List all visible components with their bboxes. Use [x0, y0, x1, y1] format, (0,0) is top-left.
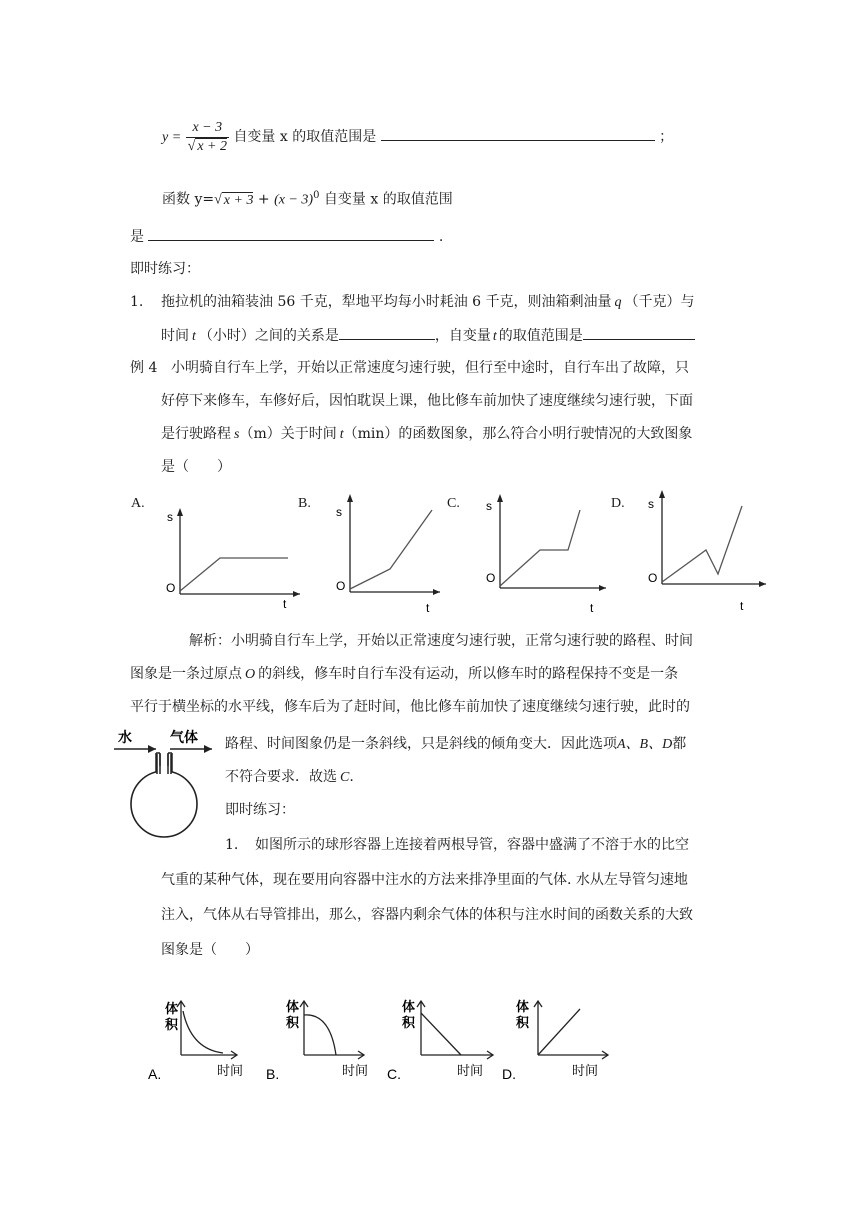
decay-curve — [183, 1011, 223, 1053]
formula-2-prefix: 函数 y= — [162, 191, 215, 208]
svg-text:体: 体 — [402, 999, 416, 1014]
volume-option-b[interactable] — [264, 995, 384, 1080]
q1-line1: 1. 拖拉机的油箱装油 56 千克，犁地平均每小时耗油 6 千克，则油箱剩油量 q （千克）与 — [130, 294, 695, 310]
q1-line2: 时间 t （小时）之间的关系是 ，自变量 t 的取值范围是 — [161, 325, 695, 347]
gas-label: 气体 — [170, 729, 198, 745]
svg-text:积: 积 — [165, 1017, 179, 1032]
volume-option-c[interactable] — [385, 995, 510, 1080]
graph-line — [350, 510, 432, 589]
formula-2-text: 自变量 x 的取值范围 — [323, 191, 453, 208]
formula-1-numerator: x − 3 — [186, 119, 229, 138]
q2-line4: 图象是（ ） — [161, 942, 259, 958]
svg-text:积: 积 — [516, 1015, 530, 1030]
y-axis-label: s — [648, 497, 654, 511]
option-a-label: A. — [148, 1066, 162, 1080]
formula-1-fraction: $\frac{x - 3}{√ x + 2}$ — [187, 119, 227, 154]
answer-blank-1[interactable] — [381, 126, 655, 141]
sphere — [131, 771, 197, 837]
svg-text:时间: 时间 — [572, 1063, 599, 1078]
practice-title-2: 即时练习： — [225, 802, 295, 818]
answer-blank-2[interactable] — [148, 226, 434, 241]
analysis-line4: 路程、时间图象仍是一条斜线，只是斜线的倾角变大．因此选项A、B、D都 — [225, 736, 687, 752]
formula-2-exponent: 0 — [313, 190, 320, 201]
x-axis-label: t — [426, 601, 430, 615]
increasing-line — [538, 1009, 580, 1055]
q2-line2: 气重的某种气体，现在要用向容器中注水的方法来排净里面的气体. 水从左导管匀速地 — [161, 872, 688, 888]
analysis-line2: 图象是一条过原点 O 的斜线，修车时自行车没有运动，所以修车时的路程保持不变是一条 — [130, 666, 679, 682]
svg-text:体: 体 — [165, 1001, 179, 1016]
svg-text:积: 积 — [286, 1015, 300, 1030]
svg-text:时间: 时间 — [217, 1063, 244, 1078]
x-axis-label: t — [740, 599, 744, 613]
option-b-graph[interactable] — [322, 488, 452, 618]
y-axis-label: s — [486, 499, 492, 513]
spherical-container-figure — [112, 728, 216, 840]
x-axis-label: t — [283, 597, 287, 611]
analysis-line3: 平行于横坐标的水平线，修车后为了赶时间，他比修车前加快了速度继续匀速行驶，此时的 — [130, 699, 690, 715]
origin-label: O — [336, 579, 346, 593]
formula-1-lhs: y = — [162, 130, 182, 145]
example4-label: 例 4 — [130, 360, 158, 376]
formula-2-paren: (x − 3) — [274, 192, 314, 208]
origin-label: O — [166, 581, 176, 595]
graph-line — [180, 558, 288, 591]
formula-1-text: 自变量 x 的取值范围是 — [233, 129, 377, 145]
formula-1-end: ； — [659, 129, 674, 145]
formula-2-line2-start: 是 — [130, 229, 144, 245]
option-b-label[interactable]: B. — [298, 496, 311, 511]
option-c-label[interactable]: C. — [447, 496, 460, 511]
x-arrow-icon — [293, 591, 300, 597]
x-arrow-icon — [599, 585, 606, 591]
answer-blank-3[interactable] — [339, 325, 435, 340]
svg-text:体: 体 — [286, 999, 300, 1014]
option-b-label: B. — [266, 1066, 280, 1080]
svg-text:时间: 时间 — [457, 1063, 484, 1078]
origin-label: O — [486, 571, 496, 585]
example4-line1: 例 4 小明骑自行车上学，开始以正常速度匀速行驶，但行至中途时，自行车出了故障，只 — [130, 360, 689, 376]
y-arrow-icon — [347, 494, 353, 502]
y-arrow-icon — [177, 508, 183, 516]
formula-2-plus: + — [257, 191, 270, 208]
y-axis-label: s — [336, 505, 342, 519]
example4-line4: 是（ ） — [161, 459, 231, 475]
option-d-label[interactable]: D. — [611, 496, 625, 511]
analysis-line1: 解析：小明骑自行车上学，开始以正常速度匀速行驶，正常匀速行驶的路程、时间 — [189, 633, 693, 649]
inflow-arrow-icon — [148, 745, 156, 753]
outflow-arrow-icon — [204, 745, 212, 753]
formula-1 — [162, 115, 673, 160]
graph-line — [662, 506, 742, 582]
y-arrow-icon — [497, 494, 503, 502]
formula-1-denominator: x + 2 — [197, 138, 227, 154]
example4-line2: 好停下来修车，车修好后，因怕耽误上课，他比修车前加快了速度继续匀速行驶，下面 — [161, 393, 693, 409]
svg-text:积: 积 — [402, 1015, 416, 1030]
q2-number: 1. — [225, 837, 239, 853]
formula-2-line2 — [130, 226, 443, 247]
svg-text:体: 体 — [516, 999, 530, 1014]
volume-option-a[interactable] — [145, 995, 260, 1080]
x-arrow-icon — [759, 581, 766, 587]
graph-line — [500, 510, 580, 586]
x-arrow-icon — [433, 589, 440, 595]
concave-curve — [304, 1015, 336, 1055]
formula-2-radicand: x + 3 — [223, 192, 254, 208]
q1-number: 1. — [130, 294, 144, 310]
formula-2-end: . — [438, 229, 444, 245]
water-label: 水 — [118, 729, 132, 745]
option-d-graph[interactable] — [636, 488, 776, 618]
formula-2: 函数 y=√ $x + 3 + (x - 3)^0$ 自变量 x 的取值范围 — [162, 190, 453, 208]
origin-label: O — [648, 571, 658, 585]
q2-line1: 1. 如图所示的球形容器上连接着两根导管，容器中盛满了不溶于水的比空 — [225, 837, 689, 853]
example4-line3: 是行驶路程 s（m）关于时间 t（min）的函数图象，那么符合小明行驶情况的大致图象 — [161, 426, 693, 442]
option-a-label[interactable]: A. — [131, 496, 145, 511]
option-c-graph[interactable] — [474, 488, 614, 618]
analysis-line5: 不符合要求．故选 C. — [225, 769, 354, 785]
answer-blank-4[interactable] — [583, 325, 695, 340]
option-a-graph[interactable] — [150, 496, 310, 616]
svg-text:时间: 时间 — [342, 1063, 369, 1078]
decreasing-line — [421, 1013, 461, 1055]
y-axis-label: s — [167, 510, 173, 524]
practice-title-1: 即时练习： — [130, 261, 200, 277]
x-axis-label: t — [590, 601, 594, 615]
option-d-label: D. — [502, 1066, 516, 1080]
volume-option-d[interactable] — [500, 995, 625, 1080]
option-c-label: C. — [387, 1066, 401, 1080]
q2-line3: 注入，气体从右导管排出，那么，容器内剩余气体的体积与注水时间的函数关系的大致 — [161, 907, 693, 923]
y-arrow-icon — [659, 490, 665, 498]
